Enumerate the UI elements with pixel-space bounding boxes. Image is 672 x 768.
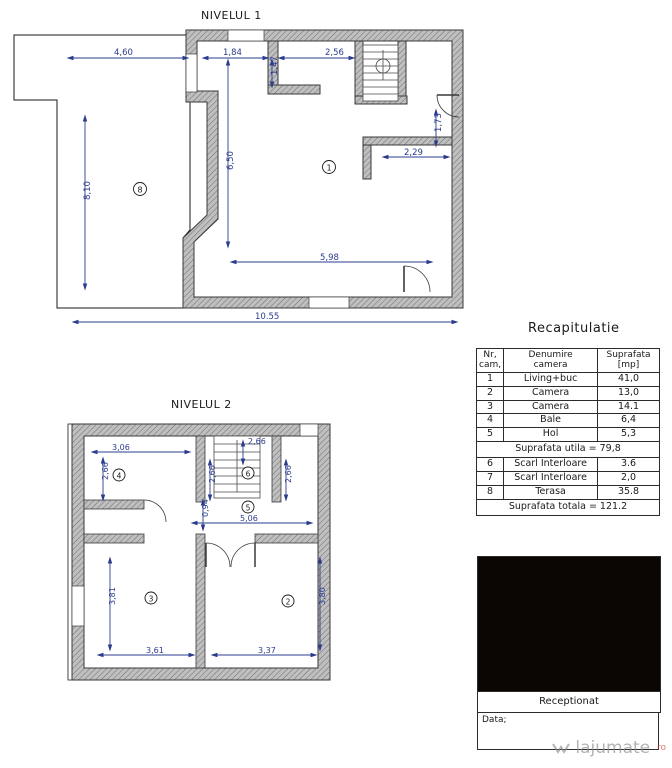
cell-nr: 7 xyxy=(477,472,504,486)
cell-name: Scarl Interloare xyxy=(504,472,598,486)
cell-name: Camera xyxy=(504,386,598,400)
dim-2-29: 2,29 xyxy=(404,148,423,158)
subtotal-text: Suprafata utila = 79,8 xyxy=(477,442,660,458)
cell-area: 5,3 xyxy=(598,428,660,442)
dim-l2-3-81: 3,81 xyxy=(108,587,117,605)
cell-name: Living+buc xyxy=(504,372,598,386)
room-marker-5 xyxy=(242,501,254,513)
watermark-text: lajumate xyxy=(575,738,651,758)
cell-nr: 4 xyxy=(477,414,504,428)
dim-l2-3-80: 3,80 xyxy=(318,587,327,605)
cell-area: 2,0 xyxy=(598,472,660,486)
header-nr: Nr, cam, xyxy=(477,349,504,373)
dim-10-55: 10.55 xyxy=(255,312,280,322)
dim-l2-5-06: 5,06 xyxy=(240,514,258,523)
watermark-suffix: .ro xyxy=(654,743,666,753)
recap-table xyxy=(476,348,660,516)
cell-area: 41,0 xyxy=(598,372,660,386)
room-marker-6 xyxy=(242,467,254,479)
level2-plan xyxy=(68,424,330,680)
room-marker-2 xyxy=(282,595,294,607)
cell-nr: 8 xyxy=(477,486,504,500)
dim-l2-2-66c: 2,66 xyxy=(208,465,217,483)
table-row xyxy=(477,372,660,386)
dim-1-73: 1,73 xyxy=(434,113,444,132)
dim-6-50: 6,50 xyxy=(226,151,236,170)
level2-title: NIVELUL 2 xyxy=(171,398,232,411)
header-area: Suprafata [mp] xyxy=(598,349,660,373)
cell-name: Camera xyxy=(504,400,598,414)
room-marker-3 xyxy=(145,592,157,604)
table-row xyxy=(477,486,660,500)
cell-name: Scarl Interloare xyxy=(504,458,598,472)
dim-2-56: 2,56 xyxy=(325,48,344,58)
cell-nr: 5 xyxy=(477,428,504,442)
watermark-logo-icon xyxy=(551,740,571,756)
cell-nr: 3 xyxy=(477,400,504,414)
dim-4-60: 4,60 xyxy=(114,48,133,58)
level1-plan xyxy=(14,30,463,322)
dim-8-10: 8,10 xyxy=(83,181,93,200)
table-row xyxy=(477,400,660,414)
stamp-box xyxy=(477,556,661,692)
svg-text:6: 6 xyxy=(245,469,251,479)
cell-nr: 1 xyxy=(477,372,504,386)
cell-name: Hol xyxy=(504,428,598,442)
svg-text:8: 8 xyxy=(137,185,143,195)
dim-1-84: 1,84 xyxy=(223,48,242,58)
data-label: Data; xyxy=(477,712,659,750)
watermark xyxy=(551,738,666,758)
dim-l2-2-66d: 2,66 xyxy=(284,465,293,483)
cell-name: Bale xyxy=(504,414,598,428)
cell-area: 14.1 xyxy=(598,400,660,414)
cell-area: 6,4 xyxy=(598,414,660,428)
total-text: Suprafata totala = 121.2 xyxy=(477,499,660,515)
room-marker-1 xyxy=(323,161,336,174)
table-subtotal-row xyxy=(477,442,660,458)
dim-l2-3-61: 3,61 xyxy=(146,646,164,655)
table-total-row xyxy=(477,499,660,515)
table-row xyxy=(477,386,660,400)
cell-area: 13,0 xyxy=(598,386,660,400)
cell-area: 3.6 xyxy=(598,458,660,472)
svg-text:3: 3 xyxy=(148,594,154,604)
svg-text:1: 1 xyxy=(326,163,332,173)
svg-text:2: 2 xyxy=(285,597,291,607)
table-row xyxy=(477,414,660,428)
table-row xyxy=(477,458,660,472)
dim-l2-3-37: 3,37 xyxy=(258,646,276,655)
svg-text:5: 5 xyxy=(245,503,251,513)
room-marker-4 xyxy=(113,469,125,481)
cell-nr: 2 xyxy=(477,386,504,400)
dim-l2-2-66: 2,66 xyxy=(101,462,110,480)
table-row xyxy=(477,428,660,442)
svg-text:4: 4 xyxy=(116,471,122,481)
dim-l2-0-94: 0,94 xyxy=(201,499,210,517)
room-marker-8 xyxy=(134,183,147,196)
table-header-row xyxy=(477,349,660,373)
header-name: Denumire camera xyxy=(504,349,598,373)
table-row xyxy=(477,472,660,486)
dim-l2-2-66b: 2,66 xyxy=(248,437,266,446)
receptionat-label: Receptionat xyxy=(477,690,661,713)
cell-area: 35.8 xyxy=(598,486,660,500)
level1-title: NIVELUL 1 xyxy=(201,9,262,22)
cell-nr: 6 xyxy=(477,458,504,472)
dim-l2-3-06: 3,06 xyxy=(112,443,130,452)
recap-title: Recapitulatie xyxy=(528,321,620,336)
dim-5-98: 5,98 xyxy=(320,253,339,263)
dim-1-47: 1,47 xyxy=(270,56,280,75)
cell-name: Terasa xyxy=(504,486,598,500)
